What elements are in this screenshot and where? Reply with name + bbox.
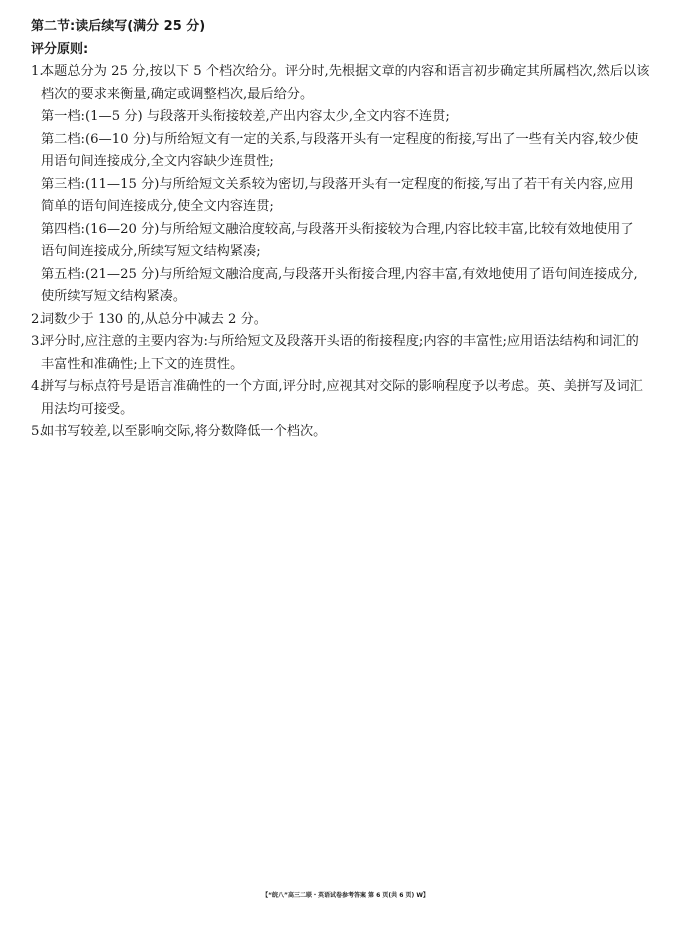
text-line: 第四档:(16—20 分)与所给短文融洽度较高,与段落开头衔接较为合理,内容比较丰富,比较有效地使用了 xyxy=(41,221,634,237)
text-line: 第三档:(11—15 分)与所给短文关系较为密切,与段落开头有一定程度的衔接,写出了若干有关内容,应用 xyxy=(41,176,634,192)
text-line: 第五档:(21—25 分)与所给短文融洽度高,与段落开头衔接合理,内容丰富,有效地使用了语句间连接成分, xyxy=(41,266,638,282)
item-number: 1. xyxy=(31,64,44,79)
text-line: 第二档:(6—10 分)与所给短文有一定的关系,与段落开头有一定程度的衔接,写出了一些有关内容,较少使 xyxy=(41,131,639,147)
text-line: 用语句间连接成分,全文内容缺少连贯性; xyxy=(41,154,274,169)
item-number: 2. xyxy=(31,311,44,327)
text-line: 语句间连接成分,所续写短文结构紧凑; xyxy=(41,244,261,259)
text-line: 评分时,应注意的主要内容为:与所给短文及段落开头语的衔接程度;内容的丰富性;应用语法结构和词汇的 xyxy=(41,334,639,349)
text-line: 词数少于 130 的,从总分中减去 2 分。 xyxy=(41,311,267,327)
text-line: 第一档:(1—5 分) 与段落开头衔接较差,产出内容太少,全文内容不连贯; xyxy=(41,109,450,124)
criteria-item-2 xyxy=(31,309,671,332)
item-text xyxy=(41,61,671,309)
criteria-title: 评分原则: xyxy=(31,41,89,57)
criteria-item-3 xyxy=(31,331,671,376)
text-line: 本题总分为 25 分,按以下 5 个档次给分。评分时,先根据文章的内容和语言初步确定其所属档次,然后以该 xyxy=(41,64,650,79)
page-content xyxy=(31,16,671,444)
item-text xyxy=(41,309,671,332)
criteria-item-4 xyxy=(31,376,671,421)
item-text xyxy=(41,376,671,421)
text-line: 用法均可接受。 xyxy=(41,401,134,417)
text-line: 使所续写短文结构紧凑。 xyxy=(41,289,187,304)
text-line: 档次的要求来衡量,确定或调整档次,最后给分。 xyxy=(41,86,314,102)
text-line: 丰富性和准确性;上下文的连贯性。 xyxy=(41,356,244,372)
text-line: 简单的语句间连接成分,使全文内容连贯; xyxy=(41,199,274,214)
item-text xyxy=(41,331,671,376)
item-number: 4. xyxy=(31,379,44,394)
text-line: 如书写较差,以至影响交际,将分数降低一个档次。 xyxy=(41,424,327,439)
page-footer: 【“皖八”高三二联・英语试卷参考答案 第 6 页(共 6 页) W】 xyxy=(262,892,429,899)
criteria-item-1 xyxy=(31,61,671,309)
item-text xyxy=(41,421,671,444)
item-number: 3. xyxy=(31,334,44,349)
criteria-item-5 xyxy=(31,421,671,444)
item-number: 5. xyxy=(31,424,44,439)
section-title: 第二节:读后续写(满分 25 分) xyxy=(31,19,206,34)
text-line: 拼写与标点符号是语言准确性的一个方面,评分时,应视其对交际的影响程度予以考虑。英、美拼写及词汇 xyxy=(41,379,643,394)
